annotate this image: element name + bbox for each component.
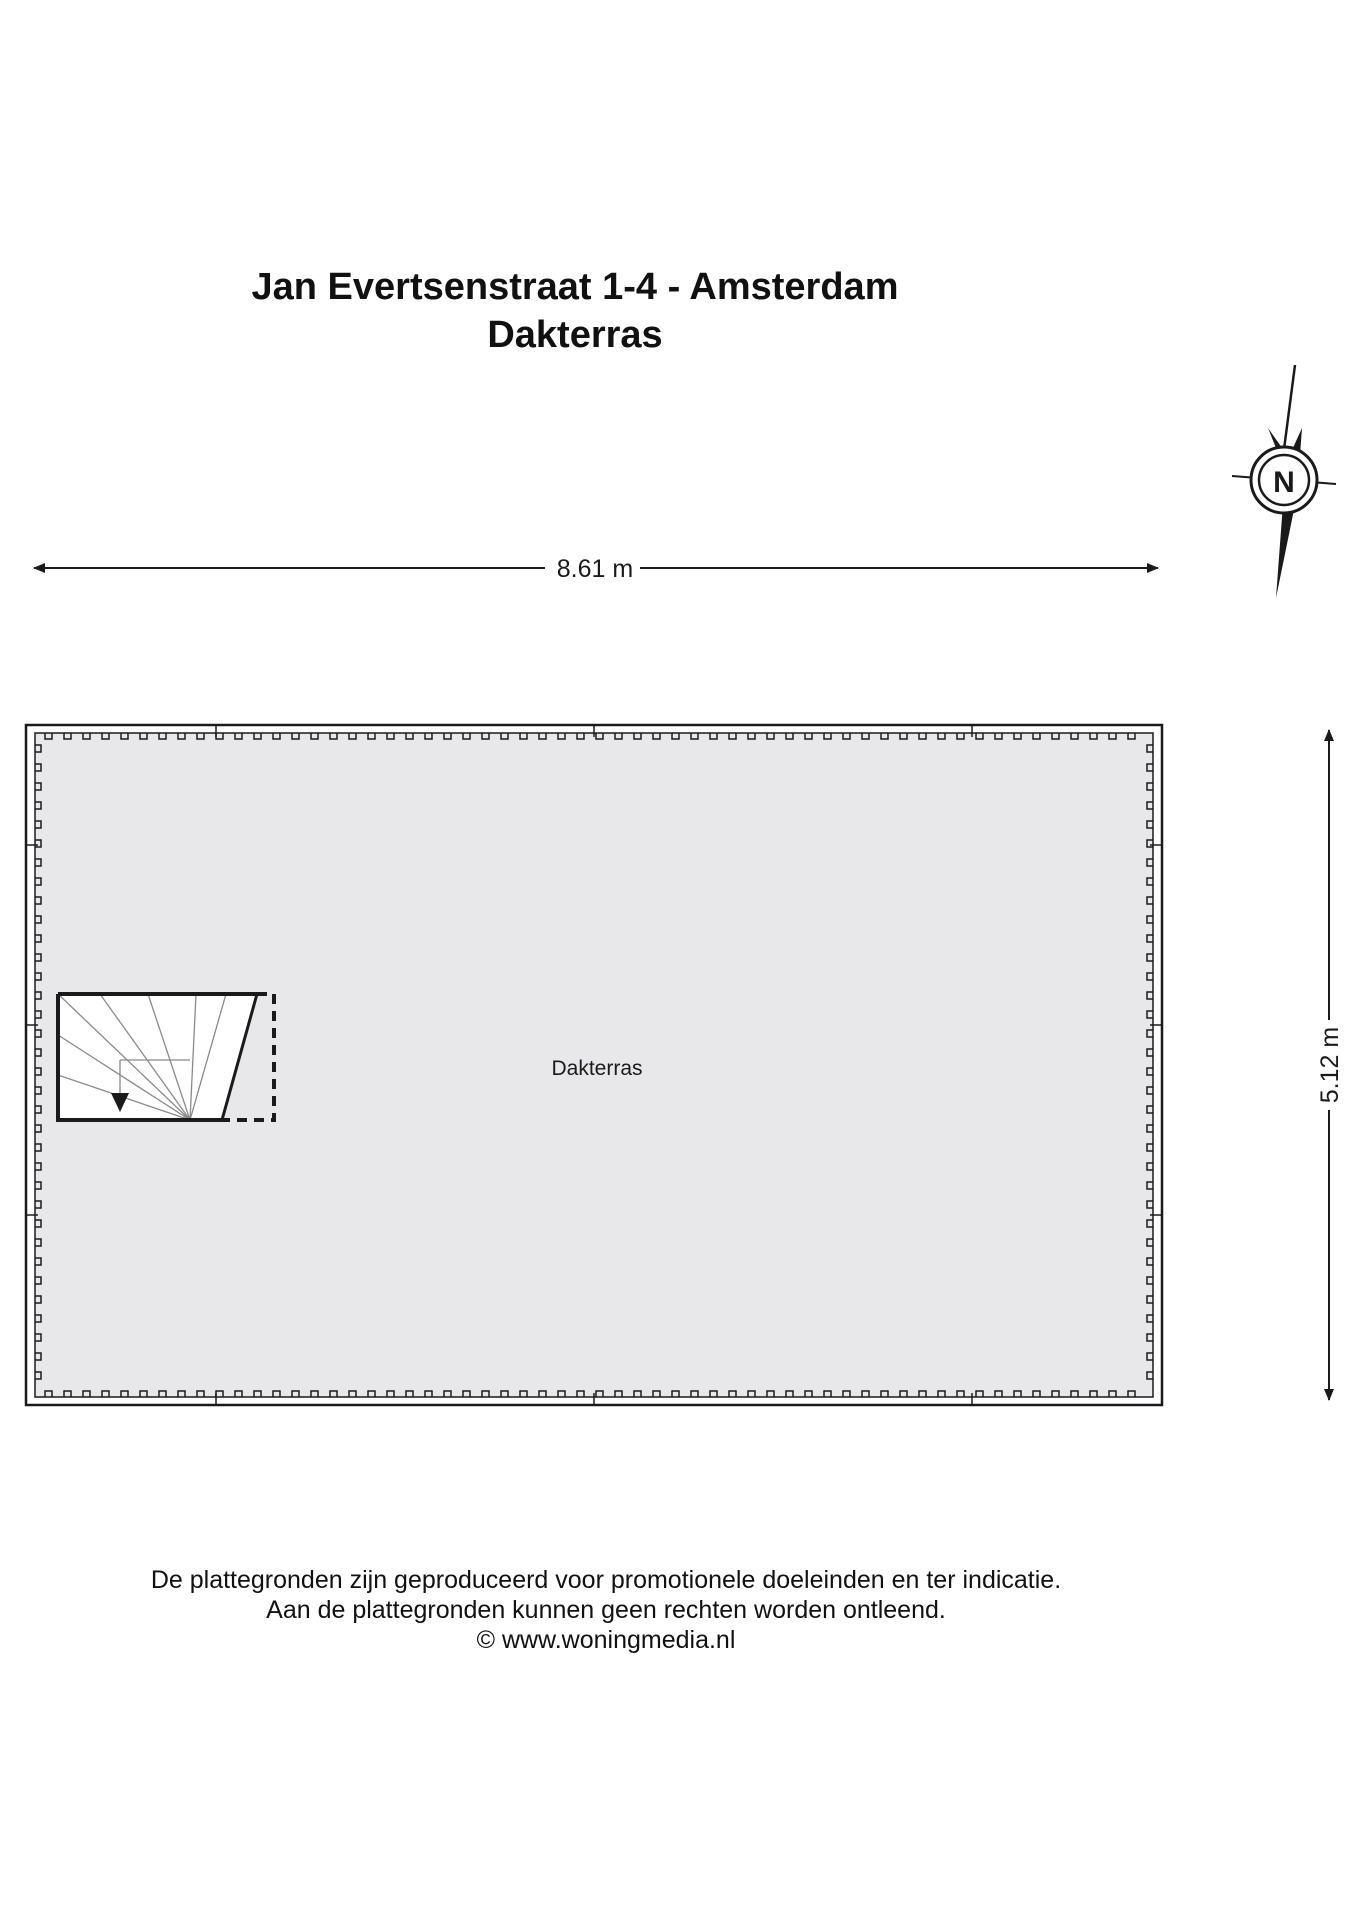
- copyright-line: © www.woningmedia.nl: [476, 1626, 736, 1654]
- disclaimer-line-2: Aan de plattegronden kunnen geen rechten worden ontleend.: [266, 1596, 946, 1624]
- page-subtitle: Dakterras: [487, 314, 663, 356]
- disclaimer: [0, 1565, 1212, 1655]
- page-title: Jan Evertsenstraat 1-4 - Amsterdam: [251, 266, 899, 308]
- disclaimer-line-1: De plattegronden zijn geproduceerd voor promotionele doeleinden en ter indicatie.: [150, 1566, 1062, 1594]
- height-dimension: [1316, 730, 1344, 1400]
- height-dimension-label: 5.12 m: [1316, 1026, 1344, 1104]
- width-dimension-label: 8.61 m: [556, 555, 634, 583]
- compass-icon: [1232, 365, 1336, 598]
- width-dimension: [34, 555, 1158, 583]
- compass-north-label: N: [1273, 466, 1295, 499]
- room-label: Dakterras: [551, 1057, 643, 1080]
